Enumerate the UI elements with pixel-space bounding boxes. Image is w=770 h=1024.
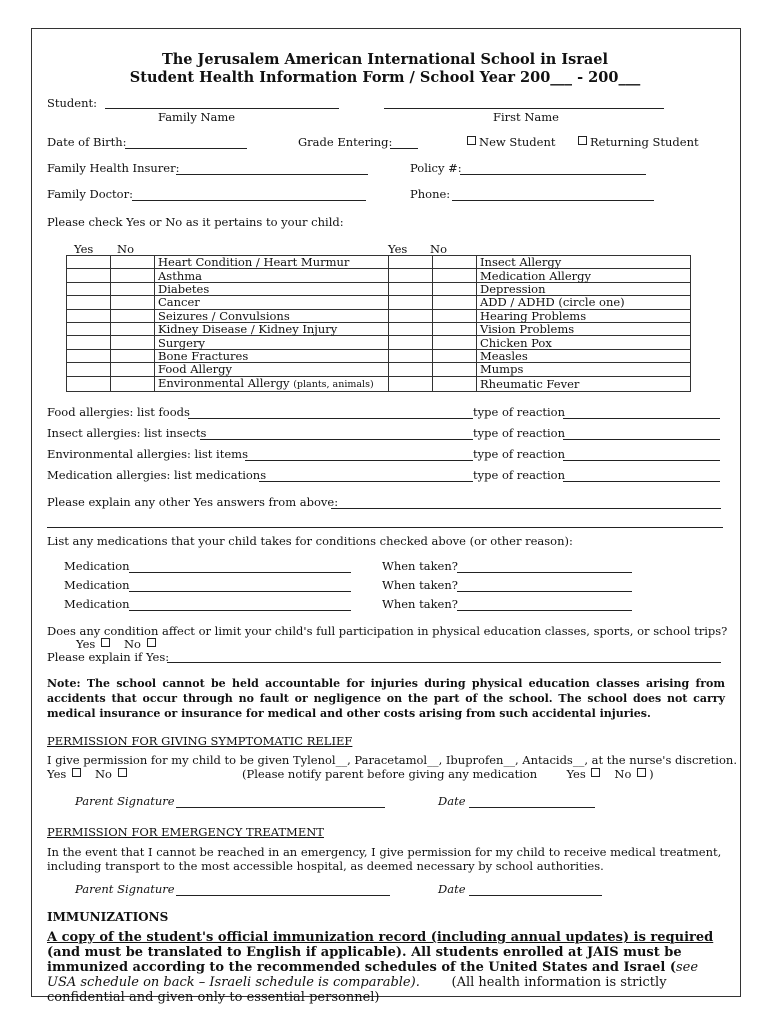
- no-cell[interactable]: [433, 322, 477, 335]
- yes-cell[interactable]: [67, 269, 111, 282]
- medication-field[interactable]: [129, 598, 351, 611]
- relief-yes-label: Yes: [47, 767, 67, 781]
- table-row: [67, 336, 691, 349]
- med-reaction-field[interactable]: [563, 469, 720, 482]
- no-cell[interactable]: [111, 269, 155, 282]
- notify-close: ): [649, 767, 654, 781]
- dob-field[interactable]: [125, 136, 247, 149]
- yes-cell[interactable]: [67, 336, 111, 349]
- no-cell[interactable]: [111, 309, 155, 322]
- condition-label: Bone Fractures: [155, 349, 389, 362]
- env-reaction-label: type of reaction: [473, 447, 566, 461]
- insect-allergies-field[interactable]: [200, 427, 473, 440]
- when-taken-label: When taken?: [382, 559, 458, 573]
- no-cell[interactable]: [433, 349, 477, 362]
- when-taken-label: When taken?: [382, 578, 458, 592]
- no-cell[interactable]: [111, 322, 155, 335]
- relief-text: I give permission for my child to be given Tylenol__, Paracetamol__, Ibuprofen__, Antacids__, at the nurse's discretion.: [47, 753, 737, 767]
- medication-label: Medication: [64, 578, 130, 592]
- student-label: Student:: [47, 96, 97, 110]
- condition-label: Measles: [477, 349, 691, 362]
- grade-field[interactable]: [390, 136, 418, 149]
- yes-cell[interactable]: [389, 363, 433, 376]
- yes-cell[interactable]: [67, 256, 111, 269]
- immunizations-heading: IMMUNIZATIONS: [47, 910, 169, 924]
- confidential-note: (All health information is strictly confidential and given only to essential personnel): [47, 975, 667, 1005]
- when-taken-field[interactable]: [457, 560, 632, 573]
- no-cell[interactable]: [111, 349, 155, 362]
- first-name-caption: First Name: [493, 110, 559, 124]
- yes-cell[interactable]: [67, 363, 111, 376]
- no-cell[interactable]: [433, 336, 477, 349]
- policy-label: Policy #:: [410, 161, 462, 175]
- notify-no-label: No: [614, 767, 632, 781]
- no-cell[interactable]: [111, 282, 155, 295]
- phone-field[interactable]: [452, 188, 654, 201]
- pe-yes-checkbox[interactable]: [101, 638, 110, 647]
- table-row: [67, 322, 691, 335]
- yes-cell[interactable]: [67, 309, 111, 322]
- table-row: [67, 296, 691, 309]
- explain-yes-label: Please explain any other Yes answers from above:: [47, 495, 339, 509]
- relief-heading: PERMISSION FOR GIVING SYMPTOMATIC RELIEF: [47, 734, 353, 748]
- no-header-left: No: [117, 242, 134, 256]
- env-allergy-label: Environmental Allergy: [158, 375, 290, 390]
- emergency-text: In the event that I cannot be reached in an emergency, I give permission for my child to receive medical treatment, including transport to the most accessible hospital, as deemed necessary by school authorities.: [47, 845, 722, 873]
- conditions-instruction: Please check Yes or No as it pertains to your child:: [47, 215, 344, 229]
- pe-explain-label: Please explain if Yes:: [47, 650, 170, 664]
- table-row: [67, 363, 691, 376]
- yes-cell[interactable]: [389, 349, 433, 362]
- table-row: [67, 376, 691, 391]
- condition-label: Insect Allergy: [477, 256, 691, 269]
- insurer-label: Family Health Insurer:: [47, 161, 180, 175]
- med-reaction-label: type of reaction: [473, 468, 566, 482]
- yes-header-left: Yes: [74, 242, 94, 256]
- condition-label: Heart Condition / Heart Murmur: [155, 256, 389, 269]
- family-name-caption: Family Name: [158, 110, 236, 124]
- condition-label: Vision Problems: [477, 322, 691, 335]
- no-cell[interactable]: [433, 376, 477, 391]
- table-row: [67, 269, 691, 282]
- food-reaction-label: type of reaction: [473, 405, 566, 419]
- medication-field[interactable]: [129, 560, 351, 573]
- condition-label: Asthma: [155, 269, 389, 282]
- relief-date-field[interactable]: [469, 795, 595, 808]
- food-allergies-label: Food allergies: list foods: [47, 405, 190, 419]
- pe-no-label: No: [123, 637, 141, 651]
- condition-label: Surgery: [155, 336, 389, 349]
- env-allergies-label: Environmental allergies: list items: [47, 447, 248, 461]
- yes-cell[interactable]: [389, 376, 433, 391]
- notify-options: [242, 767, 654, 781]
- food-reaction-field[interactable]: [563, 406, 720, 419]
- when-taken-label: When taken?: [382, 597, 458, 611]
- relief-date-label: Date: [438, 794, 466, 808]
- medication-field[interactable]: [129, 579, 351, 592]
- returning-student-label: Returning Student: [590, 135, 699, 149]
- yes-cell[interactable]: [389, 269, 433, 282]
- no-cell[interactable]: [433, 269, 477, 282]
- immunizations-text: [47, 930, 727, 1005]
- food-allergies-field[interactable]: [188, 406, 473, 419]
- no-cell[interactable]: [433, 309, 477, 322]
- dob-label: Date of Birth:: [47, 135, 127, 149]
- yes-cell[interactable]: [67, 349, 111, 362]
- no-header-right: No: [430, 242, 447, 256]
- relief-no-checkbox[interactable]: [118, 768, 127, 777]
- env-allergy-note: (plants, animals): [293, 378, 374, 390]
- yes-cell[interactable]: [67, 282, 111, 295]
- no-cell[interactable]: [111, 256, 155, 269]
- yes-cell[interactable]: [67, 322, 111, 335]
- notify-yes-label: Yes: [566, 767, 586, 781]
- no-cell[interactable]: [111, 376, 155, 391]
- med-allergies-label: Medication allergies: list medications: [47, 468, 267, 482]
- insect-reaction-field[interactable]: [563, 427, 720, 440]
- no-cell[interactable]: [433, 296, 477, 309]
- medication-label: Medication: [64, 559, 130, 573]
- condition-label: Seizures / Convulsions: [155, 309, 389, 322]
- yes-cell[interactable]: [389, 296, 433, 309]
- condition-label: Food Allergy: [155, 363, 389, 376]
- no-cell[interactable]: [433, 282, 477, 295]
- explain-yes-field-2[interactable]: [47, 515, 723, 528]
- condition-label: Chicken Pox: [477, 336, 691, 349]
- condition-label: ADD / ADHD (circle one): [477, 296, 691, 309]
- explain-yes-field[interactable]: [331, 496, 721, 509]
- notify-yes-checkbox[interactable]: [591, 768, 600, 777]
- env-reaction-field[interactable]: [563, 448, 720, 461]
- conditions-table: [66, 255, 691, 392]
- relief-signature-field[interactable]: [176, 795, 385, 808]
- new-student-option[interactable]: [465, 135, 555, 149]
- doctor-label: Family Doctor:: [47, 187, 133, 201]
- condition-label: Mumps: [477, 363, 691, 376]
- when-taken-field[interactable]: [457, 579, 632, 592]
- condition-label: Kidney Disease / Kidney Injury: [155, 322, 389, 335]
- grade-label: Grade Entering:: [298, 135, 393, 149]
- liability-note: Note: The school cannot be held accountable for injuries during physical education classes arising from accidents that occur through no fault or negligence on the part of the school. The school does not carry medical insurance or insurance for medical and other costs arising from such accidental injuries.: [47, 677, 725, 720]
- new-student-label: New Student: [479, 135, 556, 149]
- med-allergies-field[interactable]: [259, 469, 473, 482]
- doctor-field[interactable]: [132, 188, 366, 201]
- family-name-field[interactable]: [105, 96, 339, 109]
- relief-options: [47, 767, 130, 781]
- returning-student-checkbox[interactable]: [578, 136, 587, 145]
- no-cell[interactable]: [111, 363, 155, 376]
- school-title: The Jerusalem American International School in Israel: [161, 51, 609, 68]
- yes-cell[interactable]: [389, 309, 433, 322]
- notify-text: (Please notify parent before giving any medication: [242, 767, 538, 781]
- yes-cell[interactable]: [389, 256, 433, 269]
- yes-cell[interactable]: [389, 322, 433, 335]
- table-row: [67, 256, 691, 269]
- when-taken-field[interactable]: [457, 598, 632, 611]
- medications-intro: List any medications that your child takes for conditions checked above (or other reason):: [47, 534, 573, 548]
- emergency-signature-label: Parent Signature: [75, 882, 175, 896]
- pe-no-checkbox[interactable]: [147, 638, 156, 647]
- immunization-required: A copy of the student's official immunization record (including annual updates) is required: [47, 930, 714, 945]
- pe-question: Does any condition affect or limit your child's full participation in physical education classes, sports, or school trips?: [47, 624, 728, 638]
- condition-label: Rheumatic Fever: [477, 376, 691, 391]
- pe-options: [76, 637, 159, 651]
- yes-header-right: Yes: [388, 242, 408, 256]
- relief-signature-label: Parent Signature: [75, 794, 175, 808]
- medication-label: Medication: [64, 597, 130, 611]
- env-allergies-field[interactable]: [245, 448, 473, 461]
- phone-label: Phone:: [410, 187, 451, 201]
- emergency-signature-field[interactable]: [176, 883, 390, 896]
- yes-cell[interactable]: [389, 282, 433, 295]
- no-cell[interactable]: [433, 363, 477, 376]
- relief-no-label: No: [94, 767, 112, 781]
- condition-label-env: [155, 376, 389, 391]
- new-student-checkbox[interactable]: [467, 136, 476, 145]
- condition-label: Hearing Problems: [477, 309, 691, 322]
- condition-label: Medication Allergy: [477, 269, 691, 282]
- table-row: [67, 282, 691, 295]
- first-name-field[interactable]: [384, 96, 664, 109]
- returning-student-option[interactable]: [576, 135, 699, 149]
- yes-cell[interactable]: [389, 336, 433, 349]
- emergency-date-label: Date: [438, 882, 466, 896]
- notify-no-checkbox[interactable]: [637, 768, 646, 777]
- emergency-heading: PERMISSION FOR EMERGENCY TREATMENT: [47, 825, 324, 839]
- policy-field[interactable]: [460, 162, 646, 175]
- condition-label: Depression: [477, 282, 691, 295]
- insect-allergies-label: Insect allergies: list insects: [47, 426, 207, 440]
- no-cell[interactable]: [111, 336, 155, 349]
- no-cell[interactable]: [111, 296, 155, 309]
- condition-label: Diabetes: [155, 282, 389, 295]
- yes-cell[interactable]: [67, 296, 111, 309]
- insect-reaction-label: type of reaction: [473, 426, 566, 440]
- table-row: [67, 349, 691, 362]
- immunization-see: see USA schedule on back – Israeli schedule is comparable).: [47, 960, 699, 990]
- relief-yes-checkbox[interactable]: [72, 768, 81, 777]
- table-row: [67, 309, 691, 322]
- emergency-date-field[interactable]: [469, 883, 602, 896]
- no-cell[interactable]: [433, 256, 477, 269]
- condition-label: Cancer: [155, 296, 389, 309]
- pe-explain-field[interactable]: [167, 650, 721, 663]
- immunization-rest: (and must be translated to English if applicable). All students enrolled at JAIS must be immunized according to the recommended schedules of the United States and Israel (: [47, 945, 682, 975]
- yes-cell[interactable]: [67, 376, 111, 391]
- form-title: Student Health Information Form / School Year 200___ - 200___: [129, 69, 641, 86]
- pe-yes-label: Yes: [76, 637, 96, 651]
- insurer-field[interactable]: [176, 162, 368, 175]
